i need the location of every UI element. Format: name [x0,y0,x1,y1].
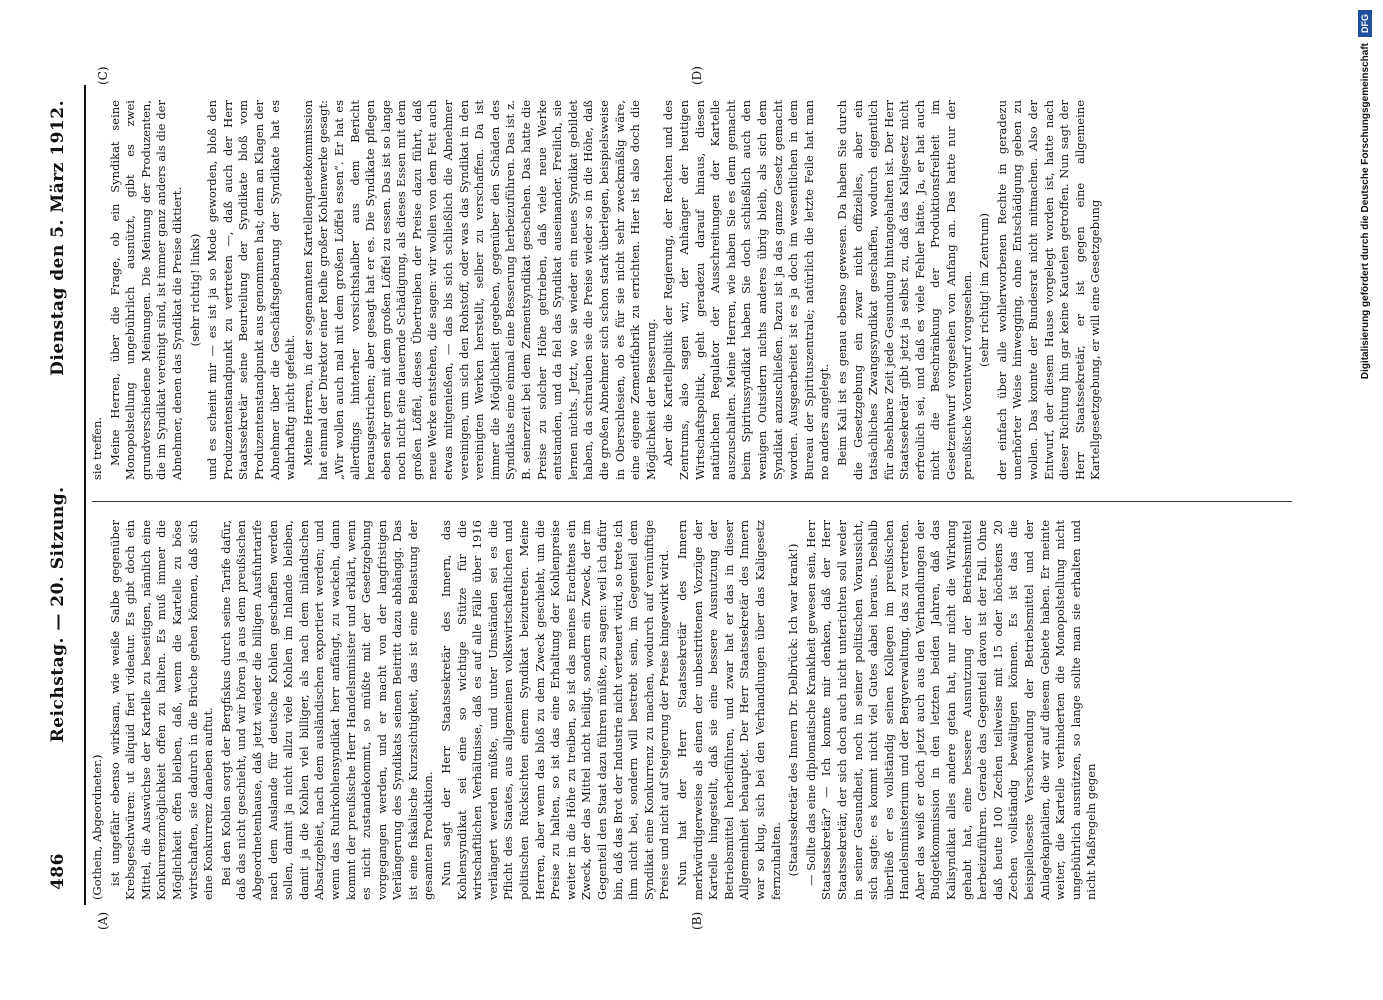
dfg-logo: DFG [1358,10,1372,37]
paragraph: Meine Herren, in der sogenannten Kartellenquetekommission hat einmal der Direktor einer Reihe großer Kohlenwerke gesagt: „Wir wollen auch mal mit dem großen Löffel essen“. Er hat es allerdings hinterher vorsichtshalber aus dem Bericht herausgestrichen; aber gesagt hat er es. Die Syndikate pflegen eben sehr gern mit dem großen Löffel zu essen. Das ist so lange noch nicht eine dauernde Schädigung, als dieses Essen mit dem großen Löffel, dieses Übertreiben der Preise dazu führt, daß neue Werke entstehen, die sagen: wir wollen von dem Fett auch etwas mitgenießen, — das bis sich schließlich die Abnehmer vereinigen, um sich den Rohstoff, oder was das Syndikat in den vereinigten Werken herstellt, selber zu verschaffen. Da ist immer die Möglichkeit gegeben, gegenüber den Schäden des Syndikats eine einmal eine Besserung herbeizuführen. Das ist z. B. seinerzeit bei dem Zementsyndikat geschehen. Das hatte die Preise zu solcher Höhe getrieben, daß viele neue Werke entstanden, und da fiel das Syndikat auseinander. Freilich, sie lernen nichts. Jetzt, wo sie wieder ein neues Syndikat gebildet haben, da schrauben sie die Preise wieder so in die Höhe, daß die großen Abnehmer sich schon stark überlegen, beispielsweise in Oberschlesien, ob es für sie nicht sehr zweckmäßig wäre, eine eigene Zementfabrik zu errichten. Hier ist also doch die Möglichkeit der Besserung. [300,100,658,480]
left-column [90,520,1102,900]
speaker-note: (Gothein, Abgeordneter.) [90,754,104,900]
margin-mark-a: (A) [96,911,110,930]
interjection: (Staatssekretär des Innern Dr. Delbrück: Ich war krank!) [786,543,801,877]
paragraph: Bei den Kohlen sorgt der Bergfiskus durch seine Tarife dafür, daß das nicht geschieht, und wir hören ja aus dem preußischen Abgeordnetenhause, daß jetzt wieder die billigen Ausfuhrtarife nach dem Auslande für deutsche Kohlen geschaffen werden sollen, damit ja nicht allzu viele Kohlen im Inlande bleiben, damit ja die Kohlen viel billiger, als nach dem inländischen Absatzgebiet, nach dem ausländischen exportiert werden; und wenn das Ruhrkohlensyndikat herr anfängt, zu wackeln, dann kommt der preußische Herr Handelsminister und erklärt, wenn es nicht zustandekommt, so müßte mit der Gesetzgebung vorgegangen werden, und er macht von der langfristigen Verlängerung des Syndikats seinen Beitritt dazu abhängig. Das ist eine fiskalische Kurzsichtigkeit, das ist eine Belastung der gesamten Produktion. [218,520,436,900]
session-title: Reichstag. — 20. Sitzung. [48,486,68,743]
paragraph: Nun sagt der Herr Staatssekretär des Innern, das Kohlensyndikat sei eine so wichtige Stütze für die wirtschaftlichen Verhältnisse, daß es auf alle Fälle über 1916 verlängert werden müßte, und unter Umständen sei es die Pflicht des Staates, aus allgemeinen volkswirtschaftlichen und politischen Rücksichten einem Syndikat beizutreten. Meine Herren, aber wenn das bloß zu dem Zweck geschieht, um die Preise zu halten, so ist das eine Erhaltung der Kohlenpreise weiter in die Höhe zu treiben, so ist das meines Erachtens ein Zweck, der das Mittel nicht heiligt, sondern ein Zweck, der im Gegenteil den Staat dazu führen müßte, zu sagen: weil ich dafür bin, daß das Brot der Industrie nicht verteuert wird, so trete ich ihm nicht bei, sondern will bestrebt sein, im Gegenteil dem Syndikat eine Konkurrenz zu machen, wodurch auf vernünftige Preise und nicht auf Steigerung der Preise hingewirkt wird. [439,520,672,900]
credit-text: Digitalisierung gefördert durch die Deutsche Forschungsgemeinschaft [1359,43,1371,380]
right-column [90,100,1106,480]
paragraph: Meine Herren, über die Frage, ob ein Syndikat seine Monopolstellung ungebührlich ausnützt, gibt es zwei grundverschiedene Meinungen. Die Meinung der Produzenten, die im Syndikat vereinigt sind, ist immer ganz anders als die der Abnehmer, denen das Syndikat die Preise diktiert. [107,100,184,480]
interjection: (sehr richtig! im Zentrum) [977,212,992,368]
margin-mark-b: (B) [690,911,704,930]
paragraph: — Sollte das eine diplomatische Krankheit gewesen sein, Herr Staatssekretär? — Ich konnte mir denken, daß der Herr Staatssekretär, der sich doch auch nicht unterichten soll weder in seiner Gesundheit, noch in seiner politischen Voraussicht, sich sagte: es kommt nicht viel Gutes dabei heraus. Deshalb überließ er es vollständig seinen Kollegen im preußischen Handelsministerium und der Bergverwaltung, das zu vertreten. Aber das weiß er doch jetzt auch aus den Verhandlungen der Budgetkommission in den letzten beiden Jahren, daß das Kalisyndikat alles andere getan hat, nur nicht die Wirkung gehabt hat, eine bessere Ausnutzung der Betriebsmittel herbeizuführen. Gerade das Gegenteil davon ist der Fall. Ohne daß heute 100 Zechen teilweise mit 15 oder höchstens 20 Zechen vollständig bewältigen können. Es ist das die beispielloseste Verschwendung der Betriebsmittel und der Anlagekapitalien, die wir auf diesem Gebiete haben. Er meinte weiter, die Kartelle verhinderten die Monopolstellung nicht ungebührlich ausnützen, so lange sollte man sie erhalten und nicht Maßregeln gegen [803,520,1099,900]
paragraph: ist ungefähr ebenso wirksam, wie weiße Salbe gegenüber Krebsgeschwüren: ut aliquid fieri videatur. Es gibt doch ein Mittel, die Auswüchse der Kartelle zu beseitigen, nämlich eine Konkurrenzmöglichkeit offen zu halten. Es muß immer die Möglichkeit offen bleiben, daß, wenn die Kartelle zu böse wirtschaften, sie dadurch in die Brüche gehen können, daß sich eine Konkurrenz daneben auftut. [107,520,216,900]
column-divider [92,501,1292,502]
paragraph: der einfach über alle wohlerworbenen Rechte in geradezu unerhörter Weise hinwegging, ohne Entschädigung geben zu wollen. Das konnte der Bundesrat nicht mitmachen. Also der Entwurf, der diesem Hause vorgelegt worden ist, hatte nach dieser Richtung hin gar keine Kautelen getroffen. Nun sagt der Herr Staatssekretär, er ist gegen eine allgemeine Kartellgesetzgebung, er will eine Gesetzgebung [994,100,1103,480]
paragraph: Nun hat der Herr Staatssekretär des Innern merkwürdigerweise als einen der unbestrittenen Vorzüge der Kartelle hingestellt, daß sie eine bessere Ausnutzung der Betriebsmittel herbeiführen, und zwar hat er das in dieser Allgemeinheit behauptet. Der Herr Staatssekretär des Innern war so klug, sich bei den Verhandlungen über das Kaligesetz fernzuhalten. [674,520,783,900]
digitization-credit [1352,10,1378,990]
header-rule [84,85,86,905]
paragraph: Aber die Kartellpolitik der Regierung, der Rechten und des Zentrums, also sagen wir, der Anhänger der heutigen Wirtschaftspolitik, geht geradezu darauf hinaus, diesen natürlichen Regulator der Ausschreitungen der Kartelle auszuschalten. Meine Herren, wie haben Sie es denn gemacht beim Spiritussyndikat haben Sie doch schließlich auch den wenigen Outsidern nichts anderes übrig bleib, als sich dem Syndikat anzuschließen. Dazu ist ja das ganze Gesetz gemacht worden. Ausgearbeitet ist es ja doch im wesentlichen in dem Bureau der Spirituszentrale; natürlich die letzte Feile hat man no anders angelegt. [661,100,832,480]
session-date: Dienstag den 5. März 1912. [48,100,68,376]
interjection: (sehr richtig! links) [187,233,202,347]
page-header [48,100,74,890]
paragraph: und es scheint mir — es ist ja so Mode geworden, bloß den Produzentenstandpunkt zu vertreten —, daß auch der Herr Staatssekretär seine Beurteilung der Syndikate bloß vom Produzentenstandpunkt aus genommen hat; denn an Klagen der Abnehmer über die Geschäftsgebarung der Syndikate hat es wahrhaftig nicht gefehlt. [205,100,298,480]
paragraph: sie treffen. [90,416,104,480]
margin-mark-d: (D) [690,66,704,85]
paragraph: Beim Kali ist es genau ebenso gewesen. Da haben Sie durch die Gesetzgebung ein zwar nicht offizielles, aber ein tatsächliches Zwangssyndikat geschaffen, wodurch eigentlich für absehbare Zeit jede Gesundung hintangehalten ist. Der Herr Staatssekretär gibt jetzt ja selbst zu, daß das Kaligesetz nicht erfreulich sei, und daß es viele Fehler hätte. Ja, er hat auch nicht die Beschränkung der Produktionsfreiheit im Gesetzentwurf vorgesehen von Anfang an. Das hatte nur der preußische Vorentwurf vorgesehen. [834,100,974,480]
page-number: 486 [48,853,68,890]
margin-mark-c: (C) [96,66,110,85]
